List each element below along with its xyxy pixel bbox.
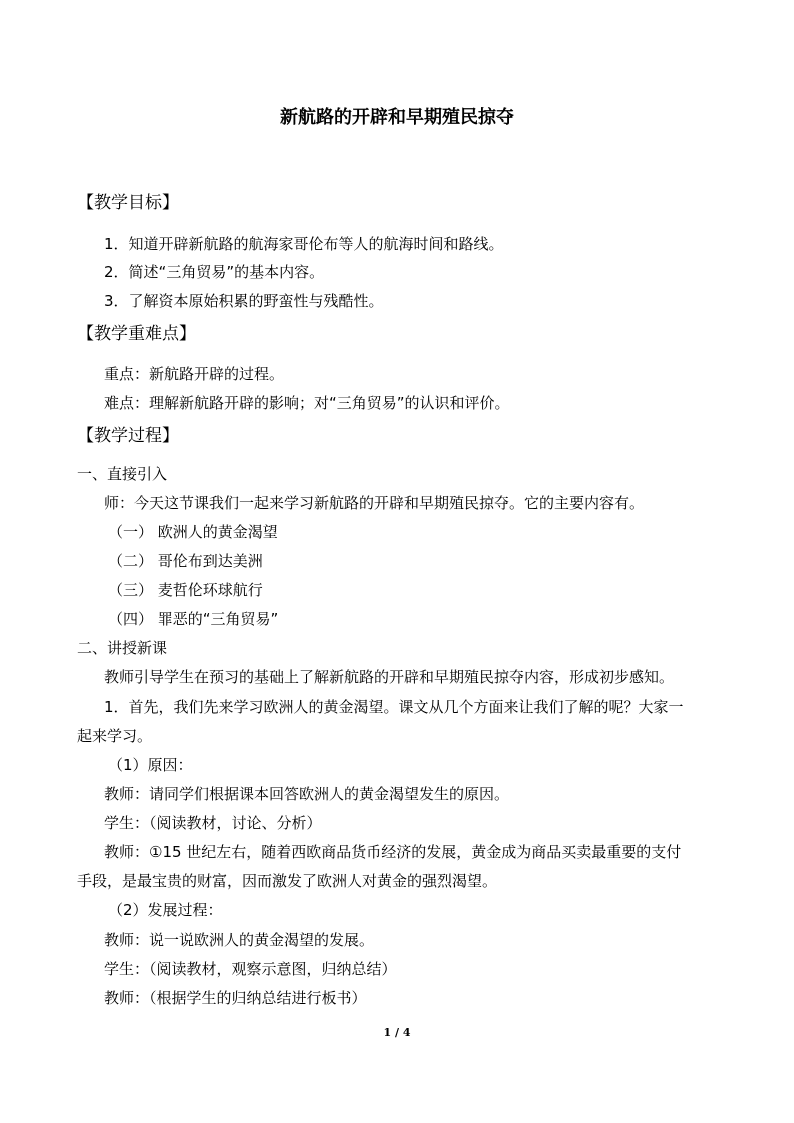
paragraph-continuation: 手段，是最宝贵的财富，因而激发了欧洲人对黄金的强烈渴望。 <box>77 872 498 890</box>
paragraph: 师：今天这节课我们一起来学习新航路的开辟和早期殖民掠夺。它的主要内容有。 <box>104 494 645 512</box>
subheading: （2）发展过程： <box>108 901 223 919</box>
objectives-heading: 【教学目标】 <box>77 193 179 213</box>
paragraph: 教师：（根据学生的归纳总结进行板书） <box>104 989 367 1007</box>
paragraph-continuation: 起来学习。 <box>77 727 153 745</box>
section-heading-intro: 一、直接引入 <box>77 465 168 483</box>
paragraph: 教师：请同学们根据课本回答欧洲人的黄金渴望发生的原因。 <box>104 785 510 803</box>
paragraph: 学生：（阅读教材，观察示意图，归纳总结） <box>104 960 397 978</box>
objective-item-2: 2．简述“三角贸易”的基本内容。 <box>104 263 325 281</box>
list-item: （四） 罪恶的“三角贸易” <box>108 610 279 628</box>
section-heading-new-lesson: 二、讲授新课 <box>77 639 168 657</box>
objective-item-1: 1．知道开辟新航路的航海家哥伦布等人的航海时间和路线。 <box>104 235 504 253</box>
list-item: （一） 欧洲人的黄金渴望 <box>108 523 278 541</box>
list-item: （二） 哥伦布到达美洲 <box>108 552 263 570</box>
paragraph: 教师：说一说欧洲人的黄金渴望的发展。 <box>104 931 375 949</box>
page-number: 1 / 4 <box>383 1026 411 1039</box>
document-title: 新航路的开辟和早期殖民掠夺 <box>280 107 514 128</box>
paragraph: 教师：①15 世纪左右，随着西欧商品货币经济的发展，黄金成为商品买卖最重要的支付 <box>104 843 682 861</box>
paragraph: 教师引导学生在预习的基础上了解新航路的开辟和早期殖民掠夺内容，形成初步感知。 <box>104 668 675 686</box>
paragraph: 学生：（阅读教材，讨论、分析） <box>104 814 322 832</box>
list-item: （三） 麦哲伦环球航行 <box>108 581 263 599</box>
subheading: （1）原因： <box>108 756 193 774</box>
keypoints-heading: 【教学重难点】 <box>77 324 196 344</box>
paragraph: 1．首先，我们先来学习欧洲人的黄金渴望。课文从几个方面来让我们了解的呢？大家一 <box>104 698 684 716</box>
process-heading: 【教学过程】 <box>77 426 179 446</box>
keypoint-item-2: 难点：理解新航路开辟的影响；对“三角贸易”的认识和评价。 <box>104 394 510 412</box>
objective-item-3: 3．了解资本原始积累的野蛮性与残酷性。 <box>104 292 384 310</box>
keypoint-item-1: 重点：新航路开辟的过程。 <box>104 365 285 383</box>
